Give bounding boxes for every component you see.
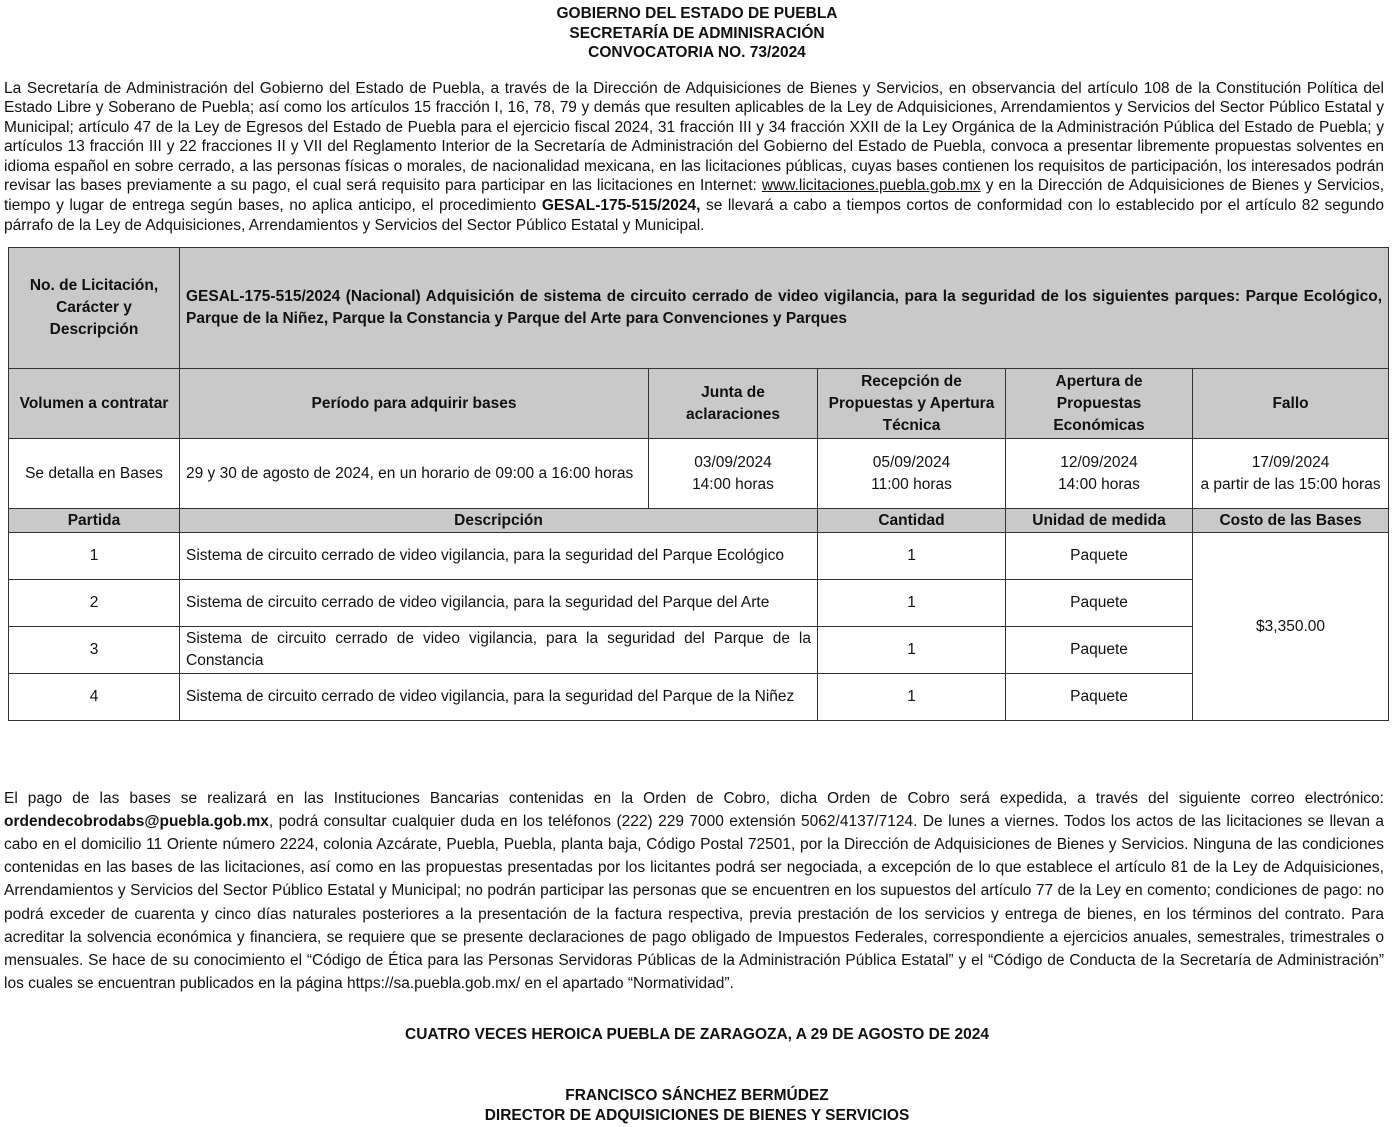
signer-title: DIRECTOR DE ADQUISICIONES DE BIENES Y SERVICIOS: [484, 1106, 910, 1124]
payment-text-a: El pago de las bases se realizará en las Instituciones Bancarias contenidas en la Orden de Cobro, dicha Orden de Cobro será expedida, a través del siguiente correo electrónico:: [4, 789, 1384, 807]
intro-text-b: y en la Dirección de Adquisiciones de Bienes y Servicios, tiempo y lugar de entrega según bases, no aplica anticipo, el procedimiento: [4, 177, 1385, 215]
volumen-value: Se detalla en Bases: [9, 439, 180, 509]
periodo-value: 29 y 30 de agosto de 2024, en un horario de 09:00 a 16:00 horas: [180, 439, 649, 509]
partida-cell: 3: [9, 627, 180, 674]
cantidad-header: Cantidad: [818, 509, 1006, 533]
recepcion-time: 11:00 horas: [871, 475, 952, 493]
signer-name: FRANCISCO SÁNCHEZ BERMÚDEZ: [565, 1087, 829, 1104]
intro-text-a: La Secretaría de Administración del Gobierno del Estado de Puebla, a través de la Dirección de Adquisiciones de Bienes y Servicios, en observancia del artículo 108 de la Constitución Política del Estado Libre y Soberano de Puebla; así como los artículos 15 fracción I, 16, 78, 79 y demás que resulten aplicables de la Ley de Adquisiciones, Arrendamientos y Servicios del Sector Público Estatal y Municipal; artículo 47 de la Ley de Egresos del Estado de Puebla para el ejercicio fiscal 2024, 31 fracción III y 34 fracción XXII de la Ley Orgánica de la Administración Pública del Estado de Puebla; y artículos 13 fracción III y 22 fracciones II y VII del Reglamento Interior de la Secretaría de Administración del Gobierno del Estado de Puebla, convoca a presentar libremente propuestas solventes en idioma español en sobre cerrado, a las personas físicas o morales, de nacionalidad mexicana, en las licitaciones públicas, cuyas bases contienen los requisitos de participación, los interesados podrán revisar las bases previamente a su pago, el cual será requisito para participar en las licitaciones en Internet:: [4, 79, 1384, 195]
periodo-header: Período para adquirir bases: [180, 369, 649, 439]
header-convocatoria: CONVOCATORIA NO. 73/2024: [588, 44, 806, 61]
partida-header: Partida: [9, 509, 180, 533]
descripcion-cell: Sistema de circuito cerrado de video vigilancia, para la seguridad del Parque del Arte: [180, 580, 818, 627]
junta-header: Junta de aclaraciones: [649, 369, 818, 439]
licitacion-label: No. de Licitación, Carácter y Descripción: [9, 248, 180, 369]
items-header-row: [9, 509, 1389, 533]
unidad-cell: Paquete: [1006, 533, 1193, 580]
cantidad-cell: 1: [818, 580, 1006, 627]
partida-cell: 2: [9, 580, 180, 627]
licitacion-description: GESAL-175-515/2024 (Nacional) Adquisición de sistema de circuito cerrado de video vigilancia, para la seguridad de los siguientes parques: Parque Ecológico, Parque de la Niñez, Parque la Constancia y Parque del Arte para Convenciones y Parques: [180, 248, 1389, 369]
procedure-number: GESAL-175-515/2024,: [541, 197, 701, 215]
apertura-date: 12/09/2024: [1060, 453, 1138, 471]
table-row: [9, 580, 1389, 627]
signature-block: [0, 1086, 1394, 1125]
city-date-line: CUATRO VECES HEROICA PUEBLA DE ZARAGOZA, A 29 DE AGOSTO DE 2024: [405, 1026, 989, 1043]
fallo-value: [1193, 439, 1389, 509]
table-row: [9, 533, 1389, 580]
fallo-header: Fallo: [1193, 369, 1389, 439]
schedule-values-row: [9, 439, 1389, 509]
apertura-header: Apertura de Propuestas Económicas: [1006, 369, 1193, 439]
costo-bases-cell: $3,350.00: [1193, 533, 1389, 721]
descripcion-cell: Sistema de circuito cerrado de video vigilancia, para la seguridad del Parque de la Niñez: [180, 674, 818, 721]
descripcion-cell: Sistema de circuito cerrado de video vigilancia, para la seguridad del Parque Ecológico: [180, 533, 818, 580]
partida-cell: 1: [9, 533, 180, 580]
intro-paragraph: [4, 79, 1384, 236]
licitacion-row: [9, 248, 1389, 369]
partida-cell: 4: [9, 674, 180, 721]
payment-email[interactable]: ordendecobrodabs@puebla.gob.mx: [4, 812, 269, 830]
document-header: [0, 0, 1394, 63]
unidad-header: Unidad de medida: [1006, 509, 1193, 533]
cantidad-cell: 1: [818, 533, 1006, 580]
licitaciones-link[interactable]: www.licitaciones.puebla.gob.mx: [761, 177, 981, 195]
junta-time: 14:00 horas: [692, 475, 774, 493]
fallo-date: 17/09/2024: [1251, 453, 1330, 471]
payment-paragraph: [4, 787, 1384, 996]
apertura-time: 14:00 horas: [1058, 475, 1140, 493]
junta-date: 03/09/2024: [694, 453, 772, 471]
fallo-time: a partir de las 15:00 horas: [1200, 475, 1381, 493]
cantidad-cell: 1: [818, 674, 1006, 721]
intro-text-c: se llevará a cabo a tiempos cortos de conformidad con lo establecido por el artículo 82 segundo párrafo de la Ley de Adquisiciones, Arrendamientos y Servicios del Sector Público Estatal y Municipal.: [4, 197, 1385, 234]
unidad-cell: Paquete: [1006, 627, 1193, 674]
unidad-cell: Paquete: [1006, 674, 1193, 721]
junta-value: [649, 439, 818, 509]
descripcion-cell: Sistema de circuito cerrado de video vigilancia, para la seguridad del Parque de la Constancia: [180, 627, 818, 674]
payment-text-b: , podrá consultar cualquier duda en los teléfonos (222) 229 7000 extensión 5062/4137/7124. De lunes a viernes. Todos los actos de las licitaciones se llevan a cabo en el domicilio 11 Oriente número 2224, colonia Azcárate, Puebla, Puebla, planta baja, Código Postal 72501, por la Dirección de Adquisiciones de Bienes y Servicios. Ninguna de las condiciones contenidas en las bases de las licitaciones, así como en las propuestas presentadas por los licitantes podrá ser negociada, a excepción de lo que establece el artículo 81 de la Ley de Adquisiciones, Arrendamientos y Servicios del Sector Público Estatal y Municipal; no podrán participar las personas que se encuentren en los supuestos del artículo 77 de la Ley en comento; condiciones de pago: no podrá exceder de cuarenta y cinco días naturales posteriores a la presentación de la factura respectiva, previa prestación de los servicios y entrega de bienes, en los términos del contrato. Para acreditar la solvencia económica y financiera, se requiere que se presente declaraciones de pago obligado de Impuestos Federales, correspondiente a ejercicios anuales, semestrales, trimestrales o mensuales. Se hace de su conocimiento el “Código de Ética para las Personas Servidoras Públicas de la Administración Pública Estatal” y el “Código de Conducta de la Secretaría de Administración” los cuales se encuentran publicados en la página https://sa.puebla.gob.mx/ en el apartado “Normatividad”.: [4, 812, 1384, 993]
header-secretariat: SECRETARÍA DE ADMINISRACIÓN: [569, 24, 825, 42]
descripcion-header: Descripción: [180, 509, 818, 533]
recepcion-header: Recepción de Propuestas y Apertura Técnica: [818, 369, 1006, 439]
apertura-value: [1006, 439, 1193, 509]
costo-header: Costo de las Bases: [1193, 509, 1389, 533]
header-government: GOBIERNO DEL ESTADO DE PUEBLA: [556, 5, 838, 22]
unidad-cell: Paquete: [1006, 580, 1193, 627]
cantidad-cell: 1: [818, 627, 1006, 674]
table-row: [9, 627, 1389, 674]
recepcion-date: 05/09/2024: [872, 453, 951, 471]
volumen-header: Volumen a contratar: [9, 369, 180, 439]
recepcion-value: [818, 439, 1006, 509]
licitacion-table: [8, 247, 1389, 721]
table-row: [9, 674, 1389, 721]
schedule-header-row: [9, 369, 1389, 439]
